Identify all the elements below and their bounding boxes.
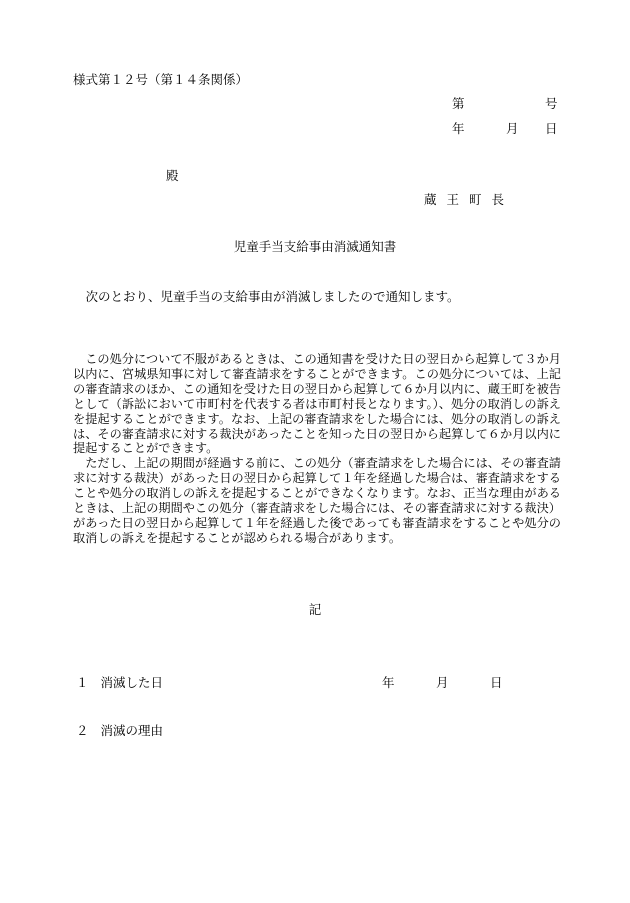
- date-month-label: 月: [506, 121, 519, 136]
- item-number: １: [76, 675, 89, 690]
- item-year-label: 年: [382, 675, 395, 690]
- item-number: ２: [76, 723, 89, 738]
- item-label: 消滅の理由: [100, 723, 164, 738]
- item-day-label: 日: [490, 675, 503, 690]
- date-year-label: 年: [452, 121, 465, 136]
- appeal-paragraph-2: ただし、上記の期間が経過する前に、この処分（審査請求をした場合には、その審査請求に対する裁決）があった日の翌日から起算して１年を経過した場合は、審査請求をすることや処分の取消しの訴えを提起することができなくなります。なお、正当な理由があるときは、上記の期間やこの処分（審査請求をした場合には、その審査請求に対する裁決）があった日の翌日から起算して１年を経過した後であっても審査請求をすることや処分の取消しの訴えを提起することが認められる場合があります。: [73, 456, 561, 545]
- document-title: 児童手当支給事由消滅通知書: [233, 239, 397, 254]
- addressee-honorific: 殿: [166, 168, 179, 183]
- item-month-label: 月: [436, 675, 449, 690]
- item-label: 消滅した日: [100, 675, 164, 690]
- lead-text: 次のとおり、児童手当の支給事由が消滅しましたので通知します。: [85, 289, 460, 304]
- appeal-paragraph-1: この処分について不服があるときは、この通知書を受けた日の翌日から起算して３か月以内に、宮城県知事に対して審査請求をすることができます。この処分については、上記の審査請求のほか、この通知を受けた日の翌日から起算して６か月以内に、蔵王町を被告として（訴訟において市町村を代表する者は市町村長となります。）、処分の取消しの訴えを提起することができます。なお、上記の審査請求をした場合には、処分の取消しの訴えは、その審査請求に対する裁決があったことを知った日の翌日から起算して６か月以内に提起することができます。: [73, 352, 561, 456]
- ki-heading: 記: [308, 602, 322, 617]
- lead-sentence: [73, 287, 460, 305]
- item-extinction-date: [76, 673, 163, 691]
- appeal-notice: [73, 352, 561, 546]
- item-extinction-reason: [76, 721, 163, 739]
- number-suffix: 号: [545, 96, 558, 111]
- form-number: 様式第１２号（第１４条関係）: [73, 72, 249, 87]
- date-day-label: 日: [545, 121, 558, 136]
- number-prefix: 第: [452, 96, 465, 111]
- sender-name: 蔵王町長: [424, 192, 515, 207]
